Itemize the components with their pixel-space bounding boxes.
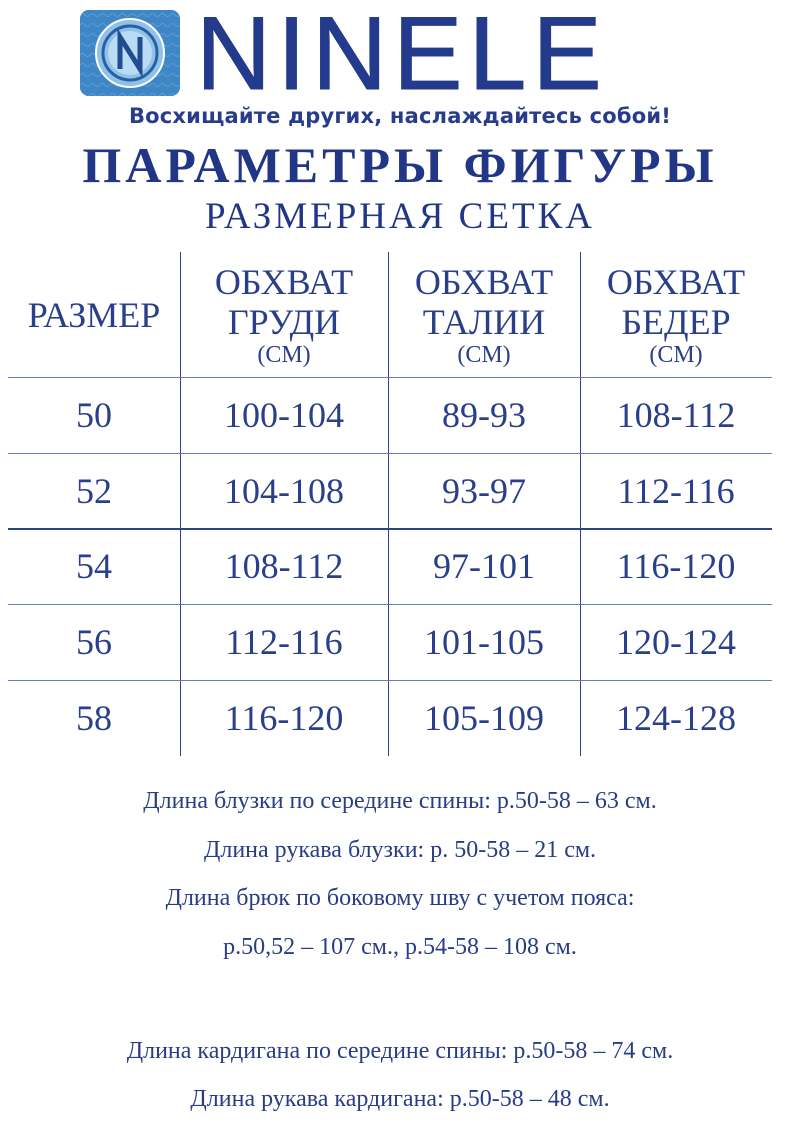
header-size-label: РАЗМЕР xyxy=(27,294,161,335)
ninele-logo-icon xyxy=(80,10,180,96)
header-size xyxy=(8,252,180,377)
cell-hips: 120-124 xyxy=(616,622,736,662)
cell-chest: 116-120 xyxy=(224,698,344,738)
cell-size: 54 xyxy=(76,546,112,586)
header-chest xyxy=(180,252,388,377)
header-waist-line2: ТАЛИИ xyxy=(422,301,546,342)
cell-waist: 89-93 xyxy=(442,395,526,435)
cell-hips: 108-112 xyxy=(616,395,736,435)
cell-chest: 112-116 xyxy=(225,622,343,662)
cell-size: 52 xyxy=(76,470,112,511)
cell-size: 56 xyxy=(76,622,112,662)
cell-size: 58 xyxy=(76,698,112,738)
note-line: р.50,52 – 107 см., р.54-58 – 108 см. xyxy=(223,934,577,960)
header-chest-line1: ОБХВАТ xyxy=(214,261,354,302)
cell-chest: 100-104 xyxy=(224,395,344,435)
cell-chest: 108-112 xyxy=(224,546,344,586)
cell-waist: 105-109 xyxy=(424,698,544,738)
header-waist xyxy=(388,252,580,377)
page-subtitle: РАЗМЕРНАЯ СЕТКА xyxy=(205,196,595,237)
header-chest-unit: (СМ) xyxy=(257,341,311,368)
header-hips xyxy=(580,252,772,377)
cell-hips: 124-128 xyxy=(616,698,736,738)
header-hips-line2: БЕДЕР xyxy=(621,301,731,342)
brand-header xyxy=(80,0,720,112)
brand-wordmark: NINELE xyxy=(196,0,608,112)
cell-hips: 116-120 xyxy=(616,546,736,586)
header-hips-line1: ОБХВАТ xyxy=(606,261,746,302)
cell-waist: 93-97 xyxy=(442,470,526,511)
cell-hips: 112-116 xyxy=(617,470,735,511)
cell-chest: 104-108 xyxy=(224,470,344,511)
page-title: ПАРАМЕТРЫ ФИГУРЫ xyxy=(82,137,718,193)
note-line: Длина рукава кардигана: р.50-58 – 48 см. xyxy=(190,1086,610,1112)
note-line: Длина рукава блузки: р. 50-58 – 21 см. xyxy=(203,837,597,863)
header-hips-unit: (СМ) xyxy=(649,341,703,368)
header-chest-line2: ГРУДИ xyxy=(227,301,341,342)
size-table xyxy=(8,252,772,756)
cell-waist: 97-101 xyxy=(433,546,535,586)
brand-slogan: Восхищайте других, наслаждайтесь собой! xyxy=(128,104,672,128)
header-waist-unit: (СМ) xyxy=(457,341,511,368)
header-waist-line1: ОБХВАТ xyxy=(414,261,554,302)
note-line: Длина кардигана по середине спины: р.50-58 – 74 см. xyxy=(126,1038,674,1064)
note-line: Длина блузки по середине спины: р.50-58 – 63 см. xyxy=(143,788,657,814)
note-line: Длина брюк по боковому шву с учетом пояса: xyxy=(165,885,635,911)
cell-waist: 101-105 xyxy=(424,622,544,662)
cell-size: 50 xyxy=(76,395,112,435)
